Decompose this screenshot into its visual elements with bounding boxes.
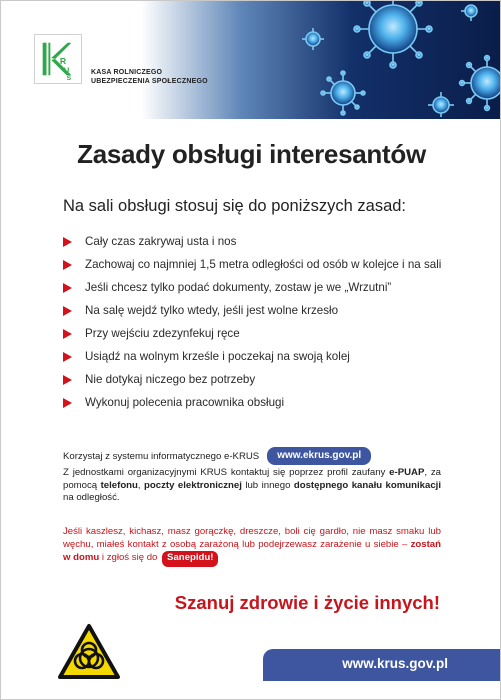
rule-item bbox=[63, 373, 443, 387]
rule-item bbox=[63, 235, 443, 249]
krus-logo bbox=[34, 34, 82, 84]
red-arrow-icon bbox=[63, 375, 72, 385]
contact-text: na odległość. bbox=[63, 492, 120, 503]
svg-text:S: S bbox=[66, 75, 72, 83]
footer-bar bbox=[263, 649, 501, 681]
krus-website-link[interactable]: www.krus.gov.pl bbox=[342, 656, 448, 671]
svg-text:R: R bbox=[59, 55, 67, 66]
contact-text: Z jednostkami organizacyjnymi KRUS kontaktuj się poprzez profil zaufany bbox=[63, 467, 390, 478]
org-name-line1: KASA ROLNICZEGO bbox=[91, 69, 163, 76]
rule-item bbox=[63, 281, 443, 295]
contact-channel: dostępnego kanału komunikacji bbox=[293, 479, 442, 491]
rule-item bbox=[63, 396, 443, 410]
rule-item bbox=[63, 327, 443, 341]
rule-text: Przy wejściu zdezynfekuj ręce bbox=[85, 327, 240, 340]
red-arrow-icon bbox=[63, 283, 72, 293]
red-arrow-icon bbox=[63, 352, 72, 362]
contact-paragraph bbox=[63, 467, 441, 505]
slogan: Szanuj zdrowie i życie innych! bbox=[174, 592, 440, 613]
red-arrow-icon bbox=[63, 306, 72, 316]
rule-text: Zachowaj co najmniej 1,5 metra odległości od osób w kolejce i na sali bbox=[85, 258, 442, 271]
red-arrow-icon bbox=[63, 237, 72, 247]
contact-text: , bbox=[137, 479, 145, 491]
contact-text: lub innego bbox=[241, 479, 294, 491]
rule-text: Na salę wejdź tylko wtedy, jeśli jest wolne krzesło bbox=[85, 304, 339, 317]
ekrus-text: Korzystaj z systemu informatycznego e-KRUS bbox=[63, 450, 260, 462]
header-banner bbox=[1, 1, 501, 119]
ekrus-link[interactable]: www.ekrus.gov.pl bbox=[267, 447, 371, 465]
page-subtitle: Na sali obsługi stosuj się do poniższych zasad: bbox=[63, 197, 407, 215]
page-title: Zasady obsługi interesantów bbox=[77, 139, 426, 169]
krus-logo-icon bbox=[35, 35, 81, 83]
symptoms-warning bbox=[63, 526, 441, 567]
rule-item bbox=[63, 304, 443, 318]
contact-text: , za pomocą bbox=[63, 467, 441, 491]
rule-text: Usiądź na wolnym krześle i poczekaj na swoją kolej bbox=[85, 350, 350, 363]
rule-text: Jeśli chcesz tylko podać dokumenty, zostaw je we „Wrzutni” bbox=[85, 281, 392, 294]
rules-list bbox=[63, 235, 443, 410]
red-arrow-icon bbox=[63, 398, 72, 408]
rule-text: Nie dotykaj niczego bez potrzeby bbox=[85, 373, 256, 386]
warning-text: Jeśli kaszlesz, kichasz, masz gorączkę, dreszcze, boli cię gardło, nie masz smaku lub węchu, miałeś kontakt z osobą zarażoną lub podejrzewasz zarażenie u siebie – bbox=[63, 526, 441, 550]
rule-text: Cały czas zakrywaj usta i nos bbox=[85, 235, 237, 248]
rule-text: Wykonuj polecenia pracownika obsługi bbox=[85, 396, 285, 409]
red-arrow-icon bbox=[63, 329, 72, 339]
contact-phone: telefonu bbox=[100, 479, 138, 491]
warning-stay-home: zostań w domu bbox=[63, 538, 441, 563]
svg-text:U: U bbox=[63, 65, 70, 75]
red-arrow-icon bbox=[63, 260, 72, 270]
rule-item bbox=[63, 258, 443, 272]
ekrus-info bbox=[63, 447, 483, 465]
biohazard-icon bbox=[57, 623, 121, 681]
org-name bbox=[91, 68, 208, 86]
contact-epuap: e-PUAP bbox=[389, 467, 425, 478]
contact-email: poczty elektronicznej bbox=[144, 479, 242, 491]
org-name-line2: UBEZPIECZENIA SPOŁECZNEGO bbox=[91, 78, 208, 85]
rule-item bbox=[63, 350, 443, 364]
sanepid-badge: Sanepidu! bbox=[162, 551, 218, 567]
warning-text: i zgłoś się do bbox=[99, 552, 158, 563]
